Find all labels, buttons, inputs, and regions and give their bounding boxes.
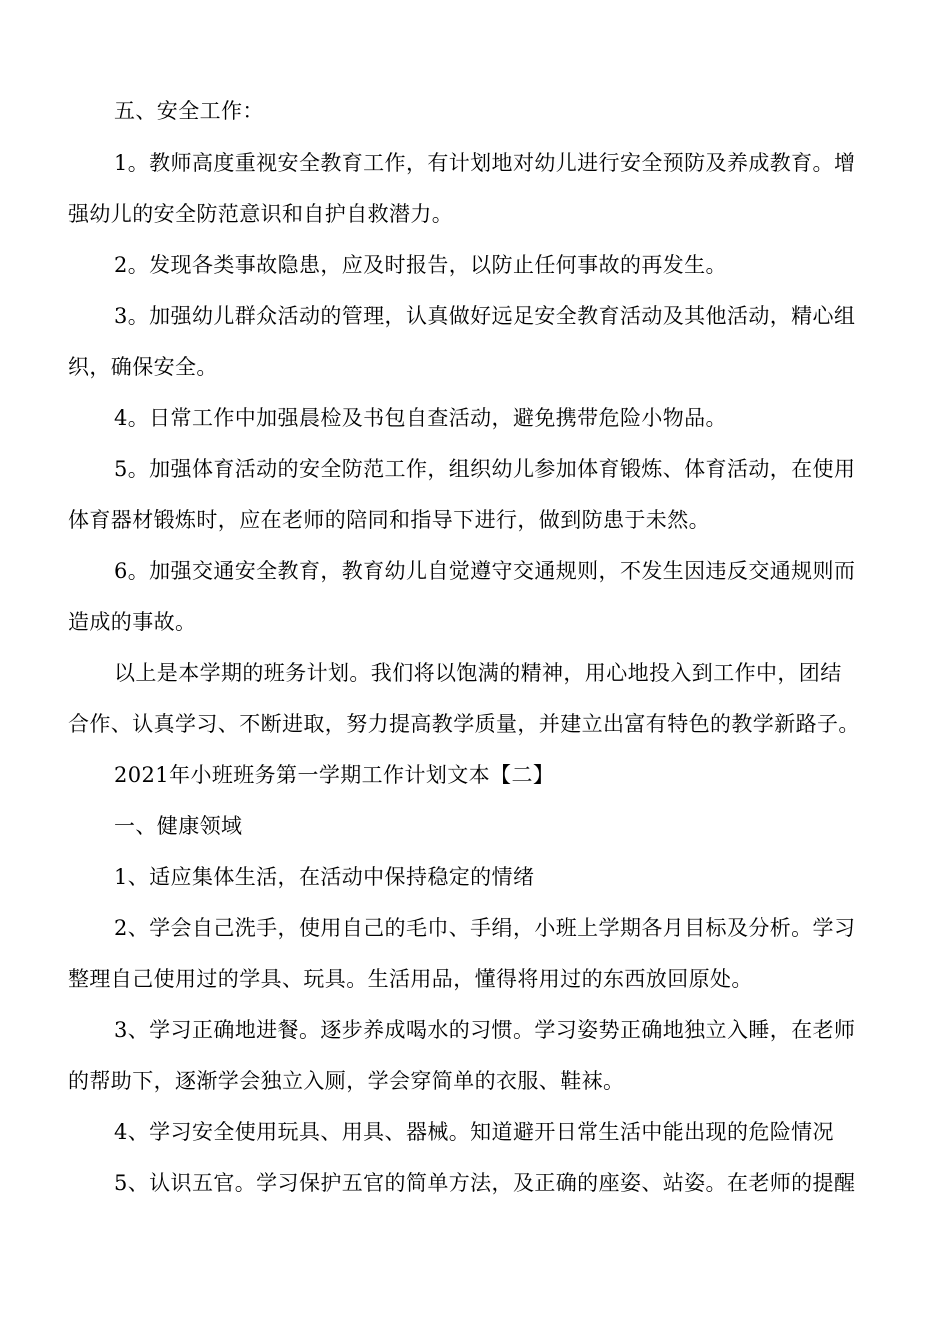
paragraph-line: 5、认识五官。学习保护五官的简单方法，及正确的座姿、站姿。在老师的提醒 (114, 1171, 856, 1195)
section-heading-safety: 五、安全工作： (114, 99, 264, 123)
section-heading-health: 一、健康领域 (114, 814, 243, 838)
paragraph-line: 的帮助下，逐渐学会独立入厕，学会穿简单的衣服、鞋袜。 (68, 1069, 625, 1093)
paragraph-line: 整理自己使用过的学具、玩具。生活用品，懂得将用过的东西放回原处。 (68, 967, 753, 991)
paragraph-line: 织，确保安全。 (68, 355, 218, 379)
paragraph-line: 3。加强幼儿群众活动的管理，认真做好远足安全教育活动及其他活动，精心组 (114, 304, 856, 328)
paragraph-line: 造成的事故。 (68, 610, 197, 634)
paragraph-line: 体育器材锻炼时，应在老师的陪同和指导下进行，做到防患于未然。 (68, 508, 710, 532)
paragraph-line: 5。加强体育活动的安全防范工作，组织幼儿参加体育锻炼、体育活动，在使用 (114, 457, 856, 481)
paragraph-line: 强幼儿的安全防范意识和自护自救潜力。 (68, 202, 454, 226)
paragraph-line: 4。日常工作中加强晨检及书包自查活动，避免携带危险小物品。 (114, 406, 727, 430)
paragraph-line: 2。发现各类事故隐患，应及时报告，以防止任何事故的再发生。 (114, 253, 727, 277)
paragraph-line: 2、学会自己洗手，使用自己的毛巾、手绢，小班上学期各月目标及分析。学习 (114, 916, 856, 940)
paragraph-line: 1、适应集体生活，在活动中保持稳定的情绪 (114, 865, 535, 889)
paragraph-line: 1。教师高度重视安全教育工作，有计划地对幼儿进行安全预防及养成教育。增 (114, 151, 856, 175)
paragraph-line: 3、学习正确地进餐。逐步养成喝水的习惯。学习姿势正确地独立入睡，在老师 (114, 1018, 856, 1042)
paragraph-line: 合作、认真学习、不断进取，努力提高教学质量，并建立出富有特色的教学新路子。 (68, 712, 860, 736)
paragraph-line: 4、学习安全使用玩具、用具、器械。知道避开日常生活中能出现的危险情况 (114, 1120, 834, 1144)
document-section-title: 2021年小班班务第一学期工作计划文本【二】 (114, 763, 555, 787)
paragraph-line: 6。加强交通安全教育，教育幼儿自觉遵守交通规则，不发生因违反交通规则而 (114, 559, 856, 583)
paragraph-line: 以上是本学期的班务计划。我们将以饱满的精神，用心地投入到工作中，团结 (114, 661, 842, 685)
